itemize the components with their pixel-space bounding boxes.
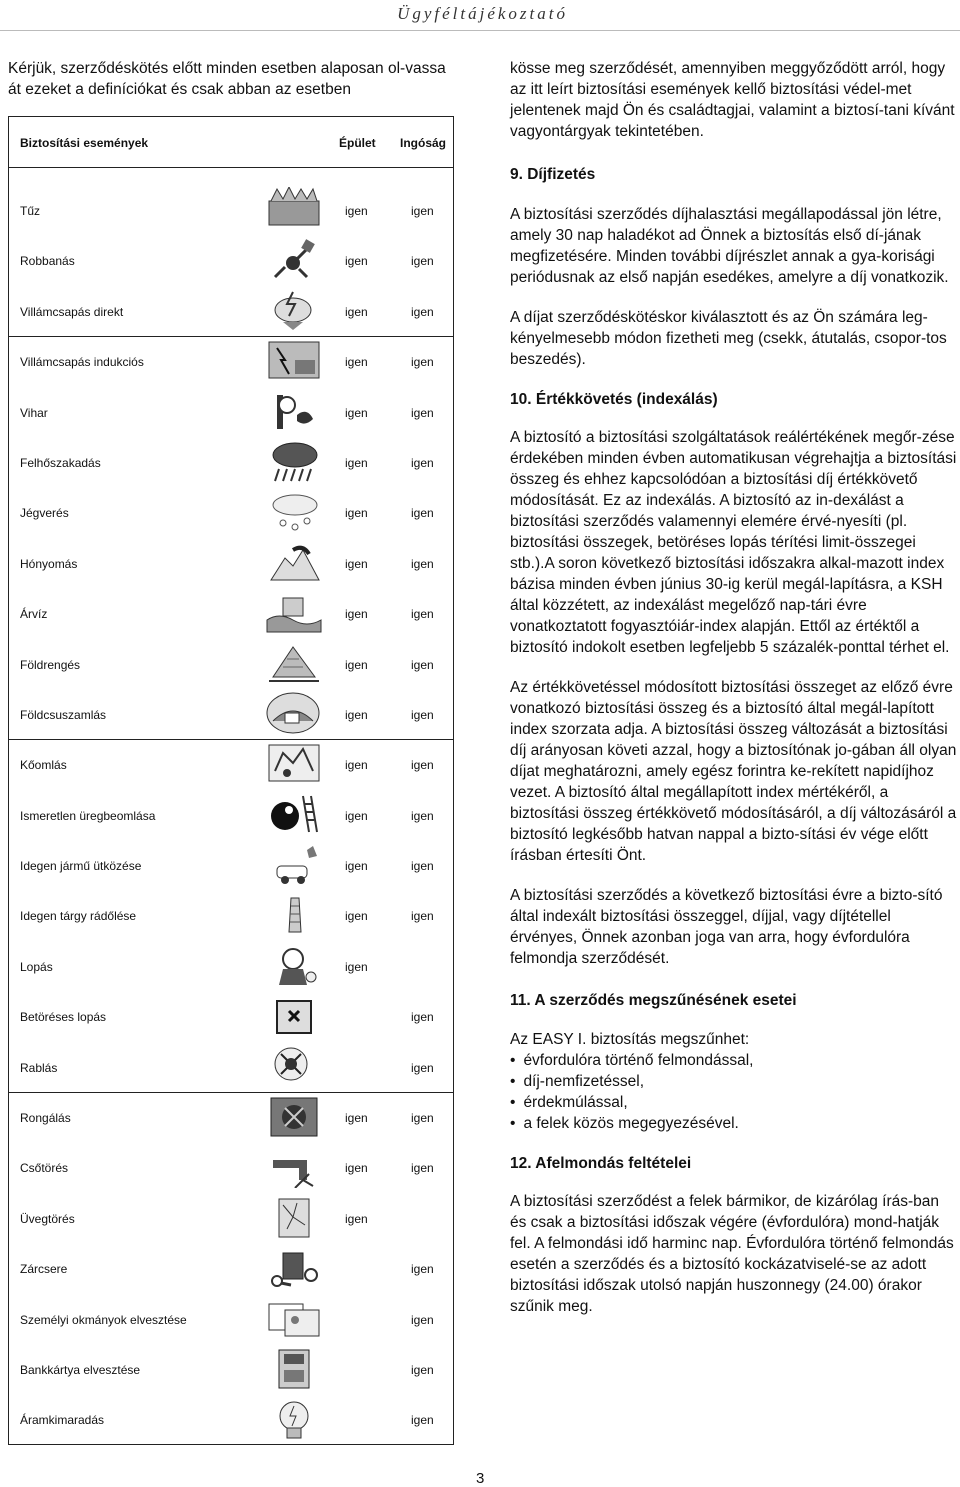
table-row <box>9 536 453 586</box>
building-coverage: igen <box>345 657 368 672</box>
robbery-icon <box>263 1044 325 1088</box>
building-coverage: igen <box>345 204 368 218</box>
table-row <box>9 989 453 1039</box>
event-name: Hónyomás <box>20 556 78 571</box>
section-9-heading: 9. Díjfizetés <box>510 166 596 183</box>
lightning-induction-icon <box>263 338 325 382</box>
building-coverage: igen <box>345 556 368 571</box>
contents-coverage: igen <box>411 808 434 823</box>
theft-icon <box>263 943 325 987</box>
storm-icon <box>263 389 325 433</box>
building-coverage: igen <box>345 1211 368 1226</box>
intro-text: Kérjük, szerződéskötés előtt minden esetben alaposan ol-vassa át ezeket a definíciókat és csak abban az esetben <box>8 60 446 98</box>
building-coverage: igen <box>345 707 368 722</box>
event-name: Villámcsapás direkt <box>20 304 124 319</box>
contents-coverage: igen <box>411 506 434 521</box>
header-title: Ügyféltájékoztató <box>397 4 568 23</box>
event-name: Idegen tárgy rádőlése <box>20 909 137 924</box>
table-row <box>9 637 453 687</box>
event-name: Idegen jármű ütközése <box>20 859 142 874</box>
fire-icon <box>263 187 325 231</box>
pipe-burst-icon <box>263 1144 325 1188</box>
glass-break-icon <box>263 1195 325 1239</box>
building-coverage: igen <box>345 304 368 319</box>
event-name: Bankkártya elvesztése <box>20 1362 141 1377</box>
table-row <box>9 687 453 737</box>
table-row <box>9 1191 453 1241</box>
table-row <box>9 1292 453 1342</box>
event-name: Földcsuszamlás <box>20 707 107 722</box>
contents-coverage: igen <box>411 1262 434 1277</box>
building-coverage: igen <box>345 758 368 773</box>
building-coverage: igen <box>345 506 368 521</box>
contents-coverage: igen <box>411 707 434 722</box>
page-header <box>0 0 960 32</box>
list-item: • a felek közös megegyezésével. <box>510 1113 958 1134</box>
header-building: Épület <box>339 136 376 150</box>
table-row <box>9 233 453 283</box>
table-row <box>9 586 453 636</box>
building-coverage: igen <box>345 959 368 974</box>
bank-card-loss-icon <box>263 1346 325 1390</box>
list-item: • évfordulóra történő felmondással, <box>510 1050 958 1071</box>
contents-coverage: igen <box>411 758 434 773</box>
contents-coverage: igen <box>411 405 434 420</box>
building-coverage: igen <box>345 405 368 420</box>
section-10-paragraph-2: Az értékkövetéssel módosított biztosítási összeget az előző évre vonatkozó biztosítási összeg és a biztosító által megál-lapított index szorzata adja. A biztosítási összeg változását a biztosítási díj arányosan követi azzal, hogy a biztosítónak jo-gában áll olyan díjat meghatározni, amely egész forintra ke-rekített napidíjhoz vezet. A biztosító által megállapított index mértékéről, a biztosítási összeg értékkövető módosításáról, a díj változásáról a biztosító legkésőbb hatvan nappal a bizto-sítási év vége előtt írásban értesíti Önt. <box>510 679 957 864</box>
header-rule <box>0 30 960 31</box>
event-name: Zárcsere <box>20 1262 68 1277</box>
event-name: Ismeretlen üregbeomlása <box>20 808 156 823</box>
building-coverage: igen <box>345 859 368 874</box>
table-row <box>9 939 453 989</box>
lock-change-icon <box>263 1245 325 1289</box>
event-name: Lopás <box>20 959 53 974</box>
event-name: Rongálás <box>20 1111 71 1126</box>
event-name: Tűz <box>20 204 41 218</box>
contents-coverage: igen <box>411 1161 434 1176</box>
table-row <box>9 1392 453 1442</box>
building-coverage: igen <box>345 1161 368 1176</box>
contents-coverage: igen <box>411 204 434 218</box>
contents-coverage: igen <box>411 859 434 874</box>
section-11-heading: 11. A szerződés megszűnésének esetei <box>510 992 797 1009</box>
event-name: Robbanás <box>20 254 75 269</box>
continuation-paragraph: kösse meg szerződését, amennyiben meggyőződött arról, hogy az itt leírt biztosítási események kellő biztosítási védel-met jelentenek majd Ön és családtagjai, valamint a biztosí-tani kívánt vagyontárgyak tekintetében. <box>510 60 955 140</box>
section-12-heading: 12. Afelmondás feltételei <box>510 1155 692 1172</box>
section-10-paragraph-1: A biztosító a biztosítási szolgáltatások reálértékének megőr-zése érdekében minden évben automatikusan végrehajtja a biztosítási összeg és ehhez kapcsolódóan a biztosítási díj értékkövető módosítását. Ez az indexálás. A biztosító az in-dexálást a biztosítási szerződés valamennyi elemére érvé-nyesíti (pl. biztosítási összegek, betöréses lopás térítési limit-összegei stb.).A soron következő biztosítási időszakra alkal-mazott index bázisa minden évben június 30-ig kerül megál-lapításra, a KSH által közzétett, az indexálást megelőző nap-tári évre vonatkoztatott fogyasztóiár-index alapján. Ettől az értéktől a biztosító indokolt esetben legfeljebb 5 százalék-ponttal térhet el. <box>510 429 957 656</box>
cave-in-icon <box>263 792 325 836</box>
building-coverage: igen <box>345 808 368 823</box>
table-row <box>9 385 453 435</box>
rockfall-icon <box>263 741 325 785</box>
event-name: Felhőszakadás <box>20 455 101 470</box>
contents-coverage: igen <box>411 657 434 672</box>
list-item: • érdekmúlással, <box>510 1092 958 1113</box>
explosion-icon <box>263 237 325 281</box>
event-name: Árvíz <box>20 607 48 622</box>
contents-coverage: igen <box>411 909 434 924</box>
table-header <box>9 117 453 168</box>
list-item: • díj-nemfizetéssel, <box>510 1071 958 1092</box>
section-11-intro: Az EASY I. biztosítás megszűnhet: <box>510 1031 750 1048</box>
table-row <box>9 435 453 485</box>
snow-pressure-icon <box>263 540 325 584</box>
table-body <box>9 183 453 1443</box>
table-row <box>9 1241 453 1291</box>
contents-coverage: igen <box>411 607 434 622</box>
event-name: Személyi okmányok elvesztése <box>20 1312 187 1327</box>
table-row <box>9 485 453 535</box>
table-row <box>9 888 453 938</box>
building-coverage: igen <box>345 455 368 470</box>
contents-coverage: igen <box>411 1413 434 1428</box>
event-name: Földrengés <box>20 657 81 672</box>
power-outage-icon <box>263 1396 325 1440</box>
table-row <box>9 1342 453 1392</box>
header-contents: Ingóság <box>400 136 447 150</box>
contents-coverage: igen <box>411 254 434 269</box>
section-10-paragraph-3: A biztosítási szerződés a következő biztosítási évre a bizto-sító által indexált biztosítási összeggel, díjjal, vagy díjtétellel érvényes, Önnek azonban joga van arra, hogy évfordulóra felmondja szerződését. <box>510 887 943 967</box>
event-name: Vihar <box>20 405 48 420</box>
event-name: Üvegtörés <box>20 1211 75 1226</box>
right-column <box>510 58 958 1317</box>
row-separator <box>9 739 453 740</box>
event-name: Csőtörés <box>20 1161 69 1176</box>
documents-loss-icon <box>263 1296 325 1340</box>
event-name: Villámcsapás indukciós <box>20 355 144 370</box>
row-separator <box>9 336 453 337</box>
burglary-icon <box>263 993 325 1037</box>
table-row <box>9 334 453 384</box>
flood-icon <box>263 590 325 634</box>
hail-icon <box>263 489 325 533</box>
vandalism-icon <box>263 1094 325 1138</box>
coverage-table <box>8 116 454 1445</box>
table-row <box>9 1090 453 1140</box>
header-events: Biztosítási események <box>20 136 149 150</box>
event-name: Áramkimaradás <box>20 1413 105 1428</box>
table-row <box>9 284 453 334</box>
event-name: Jégverés <box>20 506 69 521</box>
building-coverage: igen <box>345 355 368 370</box>
lightning-direct-icon <box>263 288 325 332</box>
landslide-icon <box>263 691 325 735</box>
contents-coverage: igen <box>411 455 434 470</box>
building-coverage: igen <box>345 607 368 622</box>
contents-coverage: igen <box>411 1060 434 1075</box>
table-row <box>9 788 453 838</box>
table-row <box>9 737 453 787</box>
contents-coverage: igen <box>411 1010 434 1025</box>
building-coverage: igen <box>345 909 368 924</box>
building-coverage: igen <box>345 1111 368 1126</box>
termination-list <box>510 1050 958 1134</box>
event-name: Rablás <box>20 1060 58 1075</box>
earthquake-icon <box>263 641 325 685</box>
cloudburst-icon <box>263 439 325 483</box>
contents-coverage: igen <box>411 1312 434 1327</box>
contents-coverage: igen <box>411 556 434 571</box>
contents-coverage: igen <box>411 1111 434 1126</box>
page-number: 3 <box>476 1470 485 1487</box>
building-coverage: igen <box>345 254 368 269</box>
row-separator <box>9 1092 453 1093</box>
section-9-paragraph-1: A biztosítási szerződés díjhalasztási megállapodással jön létre, amely 30 nap haladékot ad Önnek a biztosítás első dí-jának megfizetésére. Minden további díjrészlet annak a gya-korisági periódusnak az első napján esedékes, amelyre a díj vonatkozik. <box>510 206 949 286</box>
vehicle-collision-icon <box>263 842 325 886</box>
table-row <box>9 838 453 888</box>
table-row <box>9 183 453 233</box>
event-name: Betöréses lopás <box>20 1010 107 1025</box>
event-name: Kőomlás <box>20 758 67 773</box>
section-9-paragraph-2: A díjat szerződéskötéskor kiválasztott és az Ön számára leg-kényelmesebb módon fizetheti meg (csekk, átutalás, csopor-tos beszedés). <box>510 309 947 368</box>
section-12-paragraph: A biztosítási szerződést a felek bármikor, de kizárólag írás-ban és csak a biztosítási időszak végére (évfordulóra) mond-hatják fel. A felmondási idő harminc nap. Évfordulóra történő felmondás esetén a szerződés és a biztosító kockázatviselé-se az adott biztosítási időszak utolsó napján huszonnegy (24.00) órakor szűnik meg. <box>510 1193 954 1315</box>
falling-object-icon <box>263 892 325 936</box>
section-10-heading: 10. Értékkövetés (indexálás) <box>510 391 718 408</box>
table-row <box>9 1140 453 1190</box>
contents-coverage: igen <box>411 1362 434 1377</box>
contents-coverage: igen <box>411 355 434 370</box>
table-row <box>9 1040 453 1090</box>
contents-coverage: igen <box>411 304 434 319</box>
